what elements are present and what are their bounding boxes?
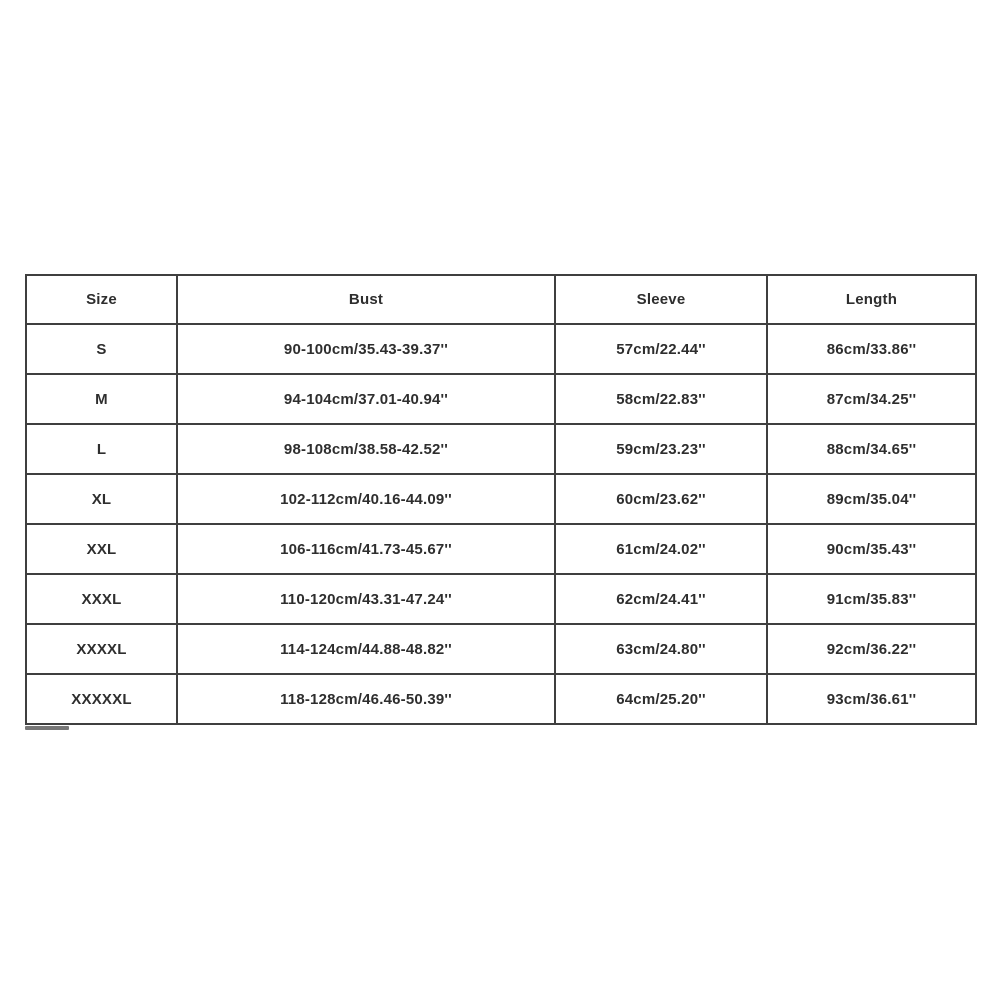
table-cell: XXXXL	[26, 624, 177, 674]
table-cell: XL	[26, 474, 177, 524]
table-cell: 57cm/22.44''	[555, 324, 767, 374]
table-row	[26, 424, 976, 474]
table-cell: 92cm/36.22''	[767, 624, 976, 674]
header-cell: Sleeve	[555, 275, 767, 324]
table-body	[26, 324, 976, 724]
table-row	[26, 374, 976, 424]
table-cell: 60cm/23.62''	[555, 474, 767, 524]
table-cell: L	[26, 424, 177, 474]
table-cell: 102-112cm/40.16-44.09''	[177, 474, 555, 524]
header-row	[26, 275, 976, 324]
header-cell: Size	[26, 275, 177, 324]
header-cell: Bust	[177, 275, 555, 324]
table-cell: 110-120cm/43.31-47.24''	[177, 574, 555, 624]
table-row	[26, 324, 976, 374]
table-row	[26, 524, 976, 574]
table-cell: 93cm/36.61''	[767, 674, 976, 724]
table-cell: 91cm/35.83''	[767, 574, 976, 624]
table-cell: XXXXXL	[26, 674, 177, 724]
table-cell: 106-116cm/41.73-45.67''	[177, 524, 555, 574]
table-cell: 87cm/34.25''	[767, 374, 976, 424]
table-cell: 61cm/24.02''	[555, 524, 767, 574]
table-cell: 114-124cm/44.88-48.82''	[177, 624, 555, 674]
bottom-left-smudge-artifact	[25, 726, 69, 730]
size-chart	[25, 274, 975, 725]
table-cell: 98-108cm/38.58-42.52''	[177, 424, 555, 474]
size-chart-table	[25, 274, 977, 725]
table-cell: XXXL	[26, 574, 177, 624]
table-cell: 118-128cm/46.46-50.39''	[177, 674, 555, 724]
table-row	[26, 624, 976, 674]
table-cell: 90cm/35.43''	[767, 524, 976, 574]
table-cell: 89cm/35.04''	[767, 474, 976, 524]
table-cell: 86cm/33.86''	[767, 324, 976, 374]
table-cell: 90-100cm/35.43-39.37''	[177, 324, 555, 374]
table-cell: 94-104cm/37.01-40.94''	[177, 374, 555, 424]
table-cell: 58cm/22.83''	[555, 374, 767, 424]
table-cell: 63cm/24.80''	[555, 624, 767, 674]
table-row	[26, 674, 976, 724]
table-cell: 88cm/34.65''	[767, 424, 976, 474]
header-cell: Length	[767, 275, 976, 324]
table-cell: 59cm/23.23''	[555, 424, 767, 474]
table-cell: S	[26, 324, 177, 374]
table-cell: XXL	[26, 524, 177, 574]
table-cell: 64cm/25.20''	[555, 674, 767, 724]
table-row	[26, 474, 976, 524]
table-row	[26, 574, 976, 624]
table-cell: M	[26, 374, 177, 424]
table-cell: 62cm/24.41''	[555, 574, 767, 624]
